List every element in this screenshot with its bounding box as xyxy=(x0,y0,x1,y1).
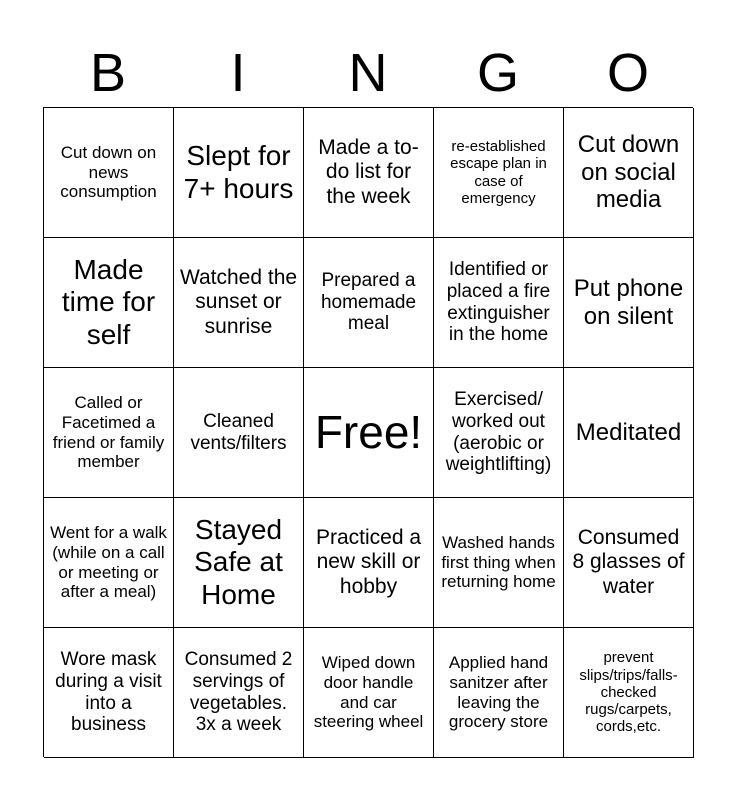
bingo-cell[interactable] xyxy=(304,498,434,628)
cell-label: Wore mask during a visit into a business xyxy=(55,648,162,736)
cell-label: Applied hand sanitzer after leaving the grocery store xyxy=(448,653,549,732)
bingo-cell[interactable] xyxy=(44,368,174,498)
bingo-cell[interactable] xyxy=(434,108,564,238)
bingo-cell[interactable] xyxy=(564,368,694,498)
free-space[interactable] xyxy=(304,368,434,498)
cell-label: Consumed 8 glasses of water xyxy=(572,526,685,598)
bingo-cell[interactable] xyxy=(174,238,304,368)
bingo-board xyxy=(43,107,693,757)
cell-label: Exercised/ worked out (aerobic or weightlifting) xyxy=(445,388,552,476)
cell-label: Made a to-do list for the week xyxy=(318,136,419,208)
bingo-cell[interactable] xyxy=(434,498,564,628)
bingo-cell[interactable] xyxy=(44,238,174,368)
cell-label: Put phone on silent xyxy=(573,274,684,330)
bingo-cell[interactable] xyxy=(174,498,304,628)
bingo-cell[interactable] xyxy=(564,108,694,238)
cell-label: prevent slips/trips/falls- checked rugs/carpets, cords,etc. xyxy=(579,649,678,736)
bingo-cell[interactable] xyxy=(44,498,174,628)
header-letter-n: N xyxy=(348,43,388,103)
cell-label: Went for a walk (while on a call or meeting or after a meal) xyxy=(50,523,167,602)
cell-label: Stayed Safe at Home xyxy=(194,514,283,610)
bingo-cell[interactable] xyxy=(564,238,694,368)
cell-label: Wiped down door handle and car steering wheel xyxy=(313,653,424,732)
bingo-cell[interactable] xyxy=(174,368,304,498)
bingo-cell[interactable] xyxy=(434,368,564,498)
header-letter-o: O xyxy=(606,43,649,103)
cell-label: Cut down on social media xyxy=(577,131,680,214)
cell-label: Made time for self xyxy=(61,254,156,350)
bingo-header xyxy=(43,42,693,104)
cell-label: Meditated xyxy=(575,418,682,446)
bingo-cell[interactable] xyxy=(564,628,694,758)
bingo-cell[interactable] xyxy=(44,108,174,238)
header-letter-g: G xyxy=(476,43,519,103)
cell-label: Called or Facetimed a friend or family member xyxy=(52,393,165,472)
header-letter-b: B xyxy=(89,43,127,103)
bingo-cell[interactable] xyxy=(434,238,564,368)
bingo-cell[interactable] xyxy=(564,498,694,628)
cell-label: Practiced a new skill or hobby xyxy=(315,526,422,598)
bingo-cell[interactable] xyxy=(44,628,174,758)
bingo-cell[interactable] xyxy=(304,628,434,758)
bingo-cell[interactable] xyxy=(174,628,304,758)
cell-label: Washed hands first thing when returning home xyxy=(441,533,556,592)
free-space-label: Free! xyxy=(314,406,423,459)
cell-label: Cut down on news consumption xyxy=(60,143,157,202)
cell-label: Cleaned vents/filters xyxy=(190,410,287,454)
bingo-cell[interactable] xyxy=(304,108,434,238)
cell-label: Prepared a homemade meal xyxy=(320,269,417,335)
header-letter-i: I xyxy=(230,43,246,103)
bingo-cell[interactable] xyxy=(174,108,304,238)
bingo-cell[interactable] xyxy=(304,238,434,368)
bingo-cell[interactable] xyxy=(434,628,564,758)
cell-label: Slept for 7+ hours xyxy=(183,140,294,204)
cell-label: Watched the sunset or sunrise xyxy=(179,266,298,338)
cell-label: Identified or placed a fire extinguisher in the home xyxy=(446,258,551,346)
cell-label: Consumed 2 servings of vegetables. 3x a week xyxy=(184,648,293,736)
cell-label: re-established escape plan in case of emergency xyxy=(450,138,547,207)
